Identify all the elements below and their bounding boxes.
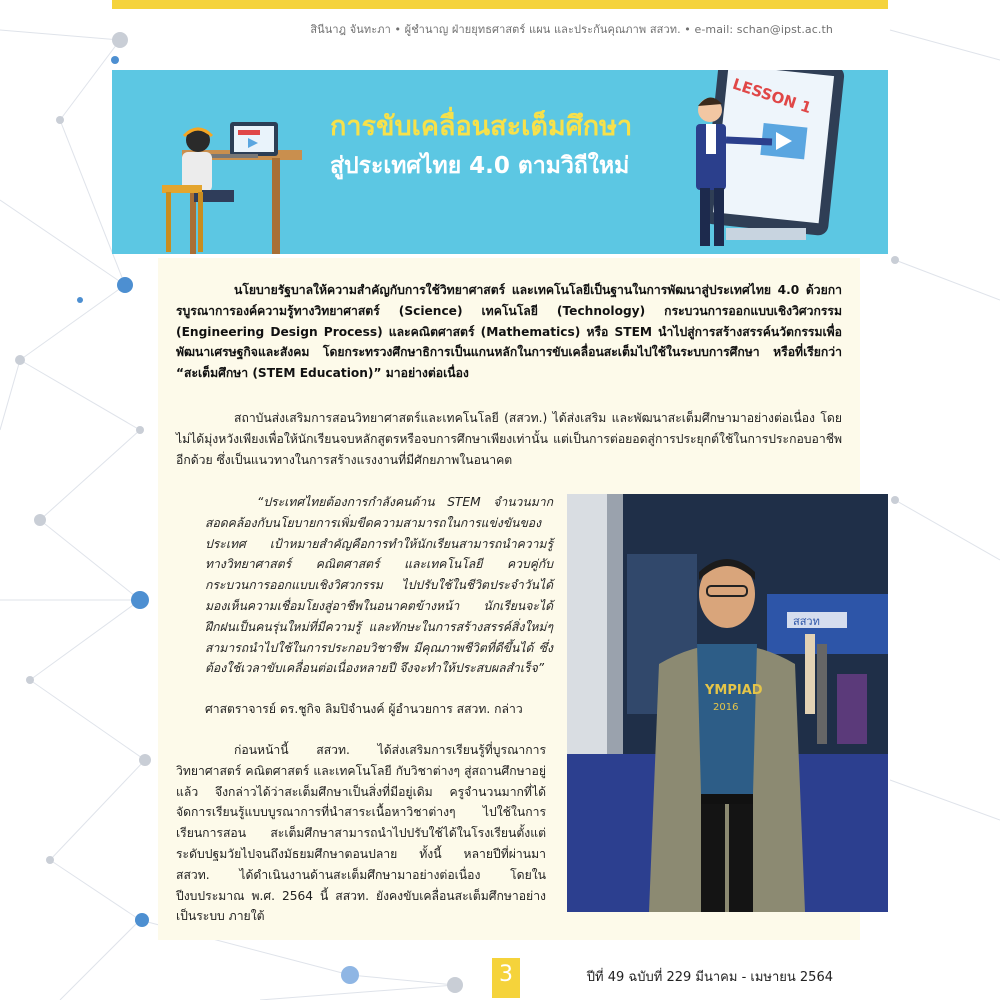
article-title-line2: สู่ประเทศไทย 4.0 ตามวิถีใหม่ <box>330 153 630 179</box>
director-photo <box>567 494 888 912</box>
body-paragraph-2: ก่อนหน้านี้ สสวท. ได้ส่งเสริมการเรียนรู้ที่บูรณาการวิทยาศาสตร์ คณิตศาสตร์ และเทคโนโลยี กับวิชาต่างๆ สู่สถานศึกษาอยู่แล้ว จึงกล่าวได้ว่าสะเต็มศึกษาเป็นสิ่งที่มีอยู่เดิม ครูจำนวนมากที่ได้จัดการเรียนรู้แบบบูรณาการที่นำสาระเนื้อหาวิชาต่างๆ ไปใช้ในการเรียนการสอน สะเต็มศึกษาสามารถนำไปปรับใช้ได้ในโรงเรียนตั้งแต่ระดับปฐมวัยไปจนถึงมัธยมศึกษาตอนปลาย ทั้งนี้ หลายปีที่ผ่านมา สสวท. ได้ดำเนินงานด้านสะเต็มศึกษามาอย่างต่อเนื่อง โดยในปีงบประมาณ พ.ศ. 2564 นี้ สสวท. ยังคงขับเคลื่อนสะเต็มศึกษาอย่างเป็นระบบ ภายใต้ <box>176 743 546 924</box>
quote-attribution: ศาสตราจารย์ ดร.ชูกิจ ลิมปิจำนงค์ ผู้อำนวยการ สสวท. กล่าว <box>205 702 523 716</box>
student-illustration <box>162 122 302 254</box>
issue-info: ปีที่ 49 ฉบับที่ 229 มีนาคม - เมษายน 2564 <box>586 970 833 985</box>
booth-sign-text: สสวท <box>793 615 820 628</box>
board-lesson-text: LESSON 1 <box>730 74 814 118</box>
shirt-text: YMPIAD <box>705 683 763 698</box>
body-paragraph-1: สถาบันส่งเสริมการสอนวิทยาศาสตร์และเทคโนโลยี (สสวท.) ได้ส่งเสริม และพัฒนาสะเต็มศึกษามาอย่างต่อเนื่อง โดยไม่ได้มุ่งหวังเพียงเพื่อให้นักเรียนจบหลักสูตรหรือจบการศึกษาเพียงเท่านั้น แต่เป็นการต่อยอดสู่การประยุกต์ใช้ในการประกอบอาชีพอีกด้วย ซึ่งเป็นแนวทางในการสร้างแรงงานที่มีศักยภาพในอนาคต <box>176 411 842 467</box>
director-quote: “ประเทศไทยต้องการกำลังคนด้าน STEM จำนวนมาก สอดคล้องกับนโยบายการเพิ่มขีดความสามารถในการแข่งขันของประเทศ เป้าหมายสำคัญคือการทำให้นักเรียนสามารถนำความรู้ทางวิทยาศาสตร์ คณิตศาสตร์ และเทคโนโลยี ควบคู่กับกระบวนการออกแบบเชิงวิศวกรรม ไปปรับใช้ในชีวิตประจำวันได้ มองเห็นความเชื่อมโยงสู่อาชีพในอนาคตข้างหน้า นักเรียนจะได้ฝึกฝนเป็นคนรุ่นใหม่ที่มีความรู้ และทักษะในการสร้างสรรค์สิ่งใหม่ๆ สามารถนำไปใช้ในการประกอบวิชาชีพ มีคุณภาพชีวิตที่ดีขึ้นได้ ซึ่งต้องใช้เวลาขับเคลื่อนต่อเนื่องหลายปี จึงจะทำให้ประสบผลสำเร็จ” <box>205 495 553 676</box>
teacher-illustration <box>696 70 845 246</box>
lead-paragraph: นโยบายรัฐบาลให้ความสำคัญกับการใช้วิทยาศาสตร์ และเทคโนโลยีเป็นฐานในการพัฒนาสู่ประเทศไทย 4.0 ด้วยการบูรณาการองค์ความรู้ทางวิทยาศาสตร์ (Science) เทคโนโลยี (Technology) กระบวนการออกแบบเชิงวิศวกรรม (Engineering Design Process) และคณิตศาสตร์ (Mathematics) หรือ STEM นำไปสู่การสร้างสรรค์นวัตกรรมเพื่อพัฒนาเศรษฐกิจและสังคม โดยกระทรวงศึกษาธิการเป็นแกนหลักในการขับเคลื่อนสะเต็มไปใช้ในระบบการศึกษา หรือที่เรียกว่า “สะเต็มศึกษา (STEM Education)” มาอย่างต่อเนื่อง <box>176 283 842 381</box>
author-byline: สินีนาฎ จันทะภา • ผู้ชำนาญ ฝ่ายยุทธศาสตร์ แผน และประกันคุณภาพ สสวท. • e-mail: schan@ipst.ac.th <box>310 23 833 36</box>
shirt-year: 2016 <box>713 702 739 713</box>
article-title-line1: การขับเคลื่อนสะเต็มศึกษา <box>330 111 633 142</box>
page-number: 3 <box>499 962 513 987</box>
photo-illustration <box>567 494 888 912</box>
top-accent-bar <box>112 0 888 9</box>
